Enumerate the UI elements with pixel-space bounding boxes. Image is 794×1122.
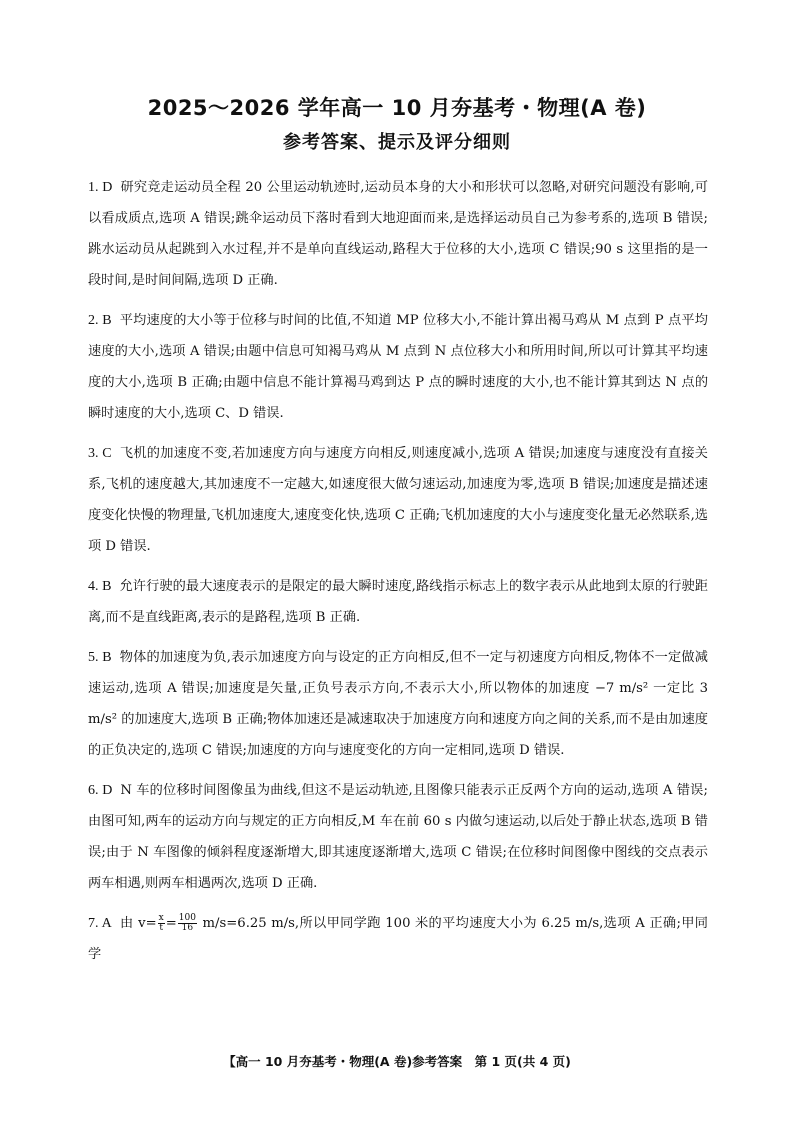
fraction-numerator: 100 <box>178 913 196 923</box>
answer-explanation: 物体的加速度为负,表示加速度方向与设定的正方向相反,但不一定与初速度方向相反,物体不一定做减速运动,选项 A 错误;加速度是矢量,正负号表示方向,不表示大小,所以物体的加速度 −7 m/s² 一定比 3 m/s² 的加速度大,选项 B 正确;物体加速还是减速取决于加速度方向和速度方向之间的关系,而不是由加速度的正负决定的,选项 C 错误;加速度的方向与速度变化的方向一定相同,选项 D 错误. <box>88 650 708 758</box>
answer-item-5 <box>88 642 708 766</box>
answer-item-7 <box>88 908 708 970</box>
answer-item-3 <box>88 438 708 562</box>
answer-explanation: m/s=6.25 m/s,所以甲同学跑 100 米的平均速度大小为 6.25 m/s,选项 A 正确;甲同学 <box>88 916 708 962</box>
answer-item-4 <box>88 571 708 633</box>
answer-list <box>88 172 708 979</box>
answer-explanation: 允许行驶的最大速度表示的是限定的最大瞬时速度,路线指示标志上的数字表示从此地到太原的行驶距离,而不是直线距离,表示的是路程,选项 B 正确. <box>88 579 708 625</box>
formula-equals: = <box>165 916 177 931</box>
answer-item-6 <box>88 775 708 899</box>
answer-number: 4. B <box>88 579 112 594</box>
answer-item-2 <box>88 305 708 429</box>
fraction-denominator: t <box>159 923 163 933</box>
answer-explanation: 研究竞走运动员全程 20 公里运动轨迹时,运动员本身的大小和形状可以忽略,对研究问题没有影响,可以看成质点,选项 A 错误;跳伞运动员下落时看到大地迎面而来,是选择运动员自己为参考系的,选项 B 错误;跳水运动员从起跳到入水过程,并不是单向直线运动,路程大于位移的大小,选项 C 错误;90 s 这里指的是一段时间,是时间间隔,选项 D 正确. <box>88 180 708 288</box>
answer-number: 3. C <box>88 446 112 461</box>
fraction-numerator: x <box>158 913 164 923</box>
answer-number: 6. D <box>88 783 113 798</box>
page-footer: 【高一 10 月夯基考・物理(A 卷)参考答案 第 1 页(共 4 页) <box>223 1054 571 1069</box>
fraction-100-over-16 <box>178 914 197 933</box>
page-subtitle: 参考答案、提示及评分细则 <box>283 132 511 153</box>
answer-item-1 <box>88 172 708 296</box>
answer-explanation: 平均速度的大小等于位移与时间的比值,不知道 MP 位移大小,不能计算出褐马鸡从 M 点到 P 点平均速度的大小,选项 A 错误;由题中信息可知褐马鸡从 M 点到 N 点位移大小和所用时间,所以可计算其平均速度的大小,选项 B 正确;由题中信息不能计算褐马鸡到达 P 点的瞬时速度的大小,也不能计算其到达 N 点的瞬时速度的大小,选项 C、D 错误. <box>88 313 708 421</box>
page-title: 2025～2026 学年高一 10 月夯基考・物理(A 卷) <box>147 96 647 120</box>
fraction-denominator: 16 <box>181 923 194 933</box>
answer-number: 1. D <box>88 180 113 195</box>
answer-number: 2. B <box>88 313 112 328</box>
fraction-x-over-t <box>158 914 165 933</box>
formula-prefix: 由 v= <box>119 916 157 931</box>
answer-explanation: N 车的位移时间图像虽为曲线,但这不是运动轨迹,且图像只能表示正反两个方向的运动,选项 A 错误;由图可知,两车的运动方向与规定的正方向相反,M 车在前 60 s 内做匀速运动,以后处于静止状态,选项 B 错误;由于 N 车图像的倾斜程度逐渐增大,即其速度逐渐增大,选项 C 错误;在位移时间图像中图线的交点表示两车相遇,则两车相遇两次,选项 D 正确. <box>88 783 708 891</box>
answer-number: 5. B <box>88 650 112 665</box>
answer-explanation: 飞机的加速度不变,若加速度方向与速度方向相反,则速度减小,选项 A 错误;加速度与速度没有直接关系,飞机的速度越大,其加速度不一定越大,如速度很大做匀速运动,加速度为零,选项 B 错误;加速度是描述速度变化快慢的物理量,飞机加速度大,速度变化快,选项 C 正确;飞机加速度的大小与速度变化量无必然联系,选项 D 错误. <box>88 446 708 554</box>
answer-number: 7. A <box>88 916 112 931</box>
